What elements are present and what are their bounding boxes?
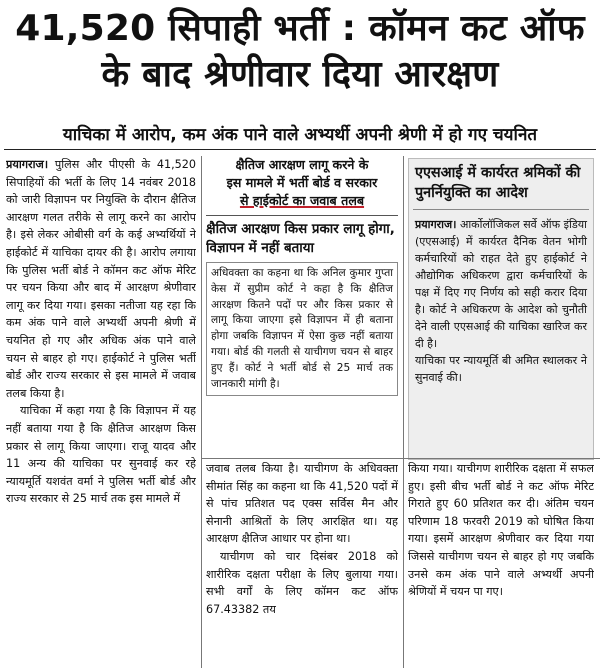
side-story-divider [413, 209, 589, 210]
highlight-body: अधिवक्ता का कहना था कि अनिल कुमार गुप्ता केस में सुप्रीम कोर्ट ने कहा है कि क्षैतिज आरक्षण कितने पदों पर और किस प्रकार से लागू किया जाएगा इसे विज्ञापन में ही बताना होगा जबकि विज्ञापन में ऐसा कुछ नहीं बताया गया। बोर्ड की गलती से याचीगण चयन से बाहर हुए हैं। कोर्ट ने भर्ती बोर्ड से 25 मार्च तक जानकारी मांगी है। [206, 262, 398, 396]
side-story-paragraph-2: याचिका पर न्यायमूर्ति बी अमित स्थालकर ने सुनवाई की। [415, 354, 587, 384]
column2-paragraph-2: याचीगण को चार दिसंबर 2018 को शारीरिक दक्षता परीक्षा के लिए बुलाया गया। सभी वर्गों के लिए कॉमन कट ऑफ 67.43382 तय [206, 549, 398, 616]
column1-text-1: पुलिस और पीएसी के 41,520 सिपाहियों की भर्ती के लिए 14 नवंबर 2018 को जारी विज्ञापन पर नियुक्ति के दौरान क्षैतिज आरक्षण गलत तरीके से लागू करने का आरोप है। इसे लेकर ओबीसी वर्ग के कई अभ्यर्थियों ने हाईकोर्ट में याचिका दायर की है। आरोप लगाया कि पुलिस भर्ती बोर्ड ने कॉमन कट ऑफ मेरिट पर चयन किया और बाद में आरक्षण श्रेणीवार लागू कर दिया गया। इसका नतीजा यह रहा कि कम अंक पाने वाले अभ्यर्थी अपनी श्रेणी में चयनित हो गए और अधिक अंक पाने वाले चयन से बाहर हो गए। हाईकोर्ट ने पुलिस भर्ती बोर्ड और राज्य सरकार से इस मामले में जवाब तलब किया है। [6, 158, 196, 400]
column-divider-2 [403, 156, 404, 668]
dateline: प्रयागराज। [6, 158, 49, 171]
article-column-3 [408, 460, 594, 666]
headline: 41,520 सिपाही भर्ती : कॉमन कट ऑफ के बाद श्रेणीवार दिया आरक्षण [15, 8, 585, 95]
column2-paragraph-1: जवाब तलब किया है। याचीगण के अधिवक्ता सीमांत सिंह का कहना था कि 41,520 पदों में से पांच प्रतिशत पद एक्स सर्विस मैन और सेनानी आश्रितों के लिए आरक्षित था। यह आरक्षण क्षैतिज आधार पर होना था। [206, 462, 398, 546]
divider [206, 215, 398, 216]
highlight-box [206, 156, 398, 452]
article-column-2 [206, 460, 398, 666]
highlight-heading: क्षैतिज आरक्षण किस प्रकार लागू होगा, विज्ञापन में नहीं बताया [206, 222, 395, 256]
section-divider [202, 458, 600, 459]
column1-paragraph-2: याचिका में कहा गया है कि विज्ञापन में यह नहीं बताया गया है कि क्षैतिज आरक्षण किस प्रकार से लागू किया जाएगा। राजू यादव और 11 अन्य की याचिका पर सुनवाई कर रहे न्यायमूर्ति यशवंत वर्मा ने पुलिस भर्ती बोर्ड और राज्य सरकार से 25 मार्च तक इस मामले में [6, 404, 196, 506]
kicker-line-1: क्षैतिज आरक्षण लागू करने के [235, 157, 369, 172]
kicker-line-2: इस मामले में भर्ती बोर्ड व सरकार [226, 175, 378, 190]
side-story-text-1: आर्कोलॉजिकल सर्वे ऑफ इंडिया (एएसआई) में कार्यरत दैनिक वेतन भोगी कर्मचारियों को राहत देते हुए हाईकोर्ट ने औद्योगिक अधिकरण द्वारा कर्मचारियों के पक्ष में दिए गए निर्णय को सही करार दिया है। कोर्ट ने अधिकरण के आदेश को चुनौती देने वाली एएसआई की याचिका खारिज कर दी है। [415, 218, 588, 350]
side-story-paragraph-1 [415, 216, 587, 352]
subheadline: याचिका में आरोप, कम अंक पाने वाले अभ्यर्थी अपनी श्रेणी में हो गए चयनित [4, 124, 596, 150]
column3-paragraph-1: किया गया। याचीगण शारीरिक दक्षता में सफल हुए। इसी बीच भर्ती बोर्ड ने कट ऑफ मेरिट गिराते हुए 60 प्रतिशत कर दी। अंतिम चयन परिणाम 18 फरवरी 2019 को घोषित किया गया। इसमें आरक्षण श्रेणीवार कर दिया गया जिससे याचीगण चयन से बाहर हो गए जबकि उनसे कम अंक पाने वाले अभ्यर्थी अपनी श्रेणियों में चयन पा गए। [408, 462, 594, 599]
side-story-box [408, 158, 594, 460]
side-story-body [409, 216, 593, 386]
article-column-1 [6, 156, 196, 666]
side-story-dateline: प्रयागराज। [415, 218, 457, 231]
column-divider-1 [201, 156, 202, 668]
side-story-heading: एएसआई में कार्यरत श्रमिकों की पुनर्नियुक्ति का आदेश [415, 165, 581, 201]
column1-paragraph-1 [6, 156, 196, 402]
kicker-line-3: से हाईकोर्ट का जवाब तलब [239, 193, 365, 208]
